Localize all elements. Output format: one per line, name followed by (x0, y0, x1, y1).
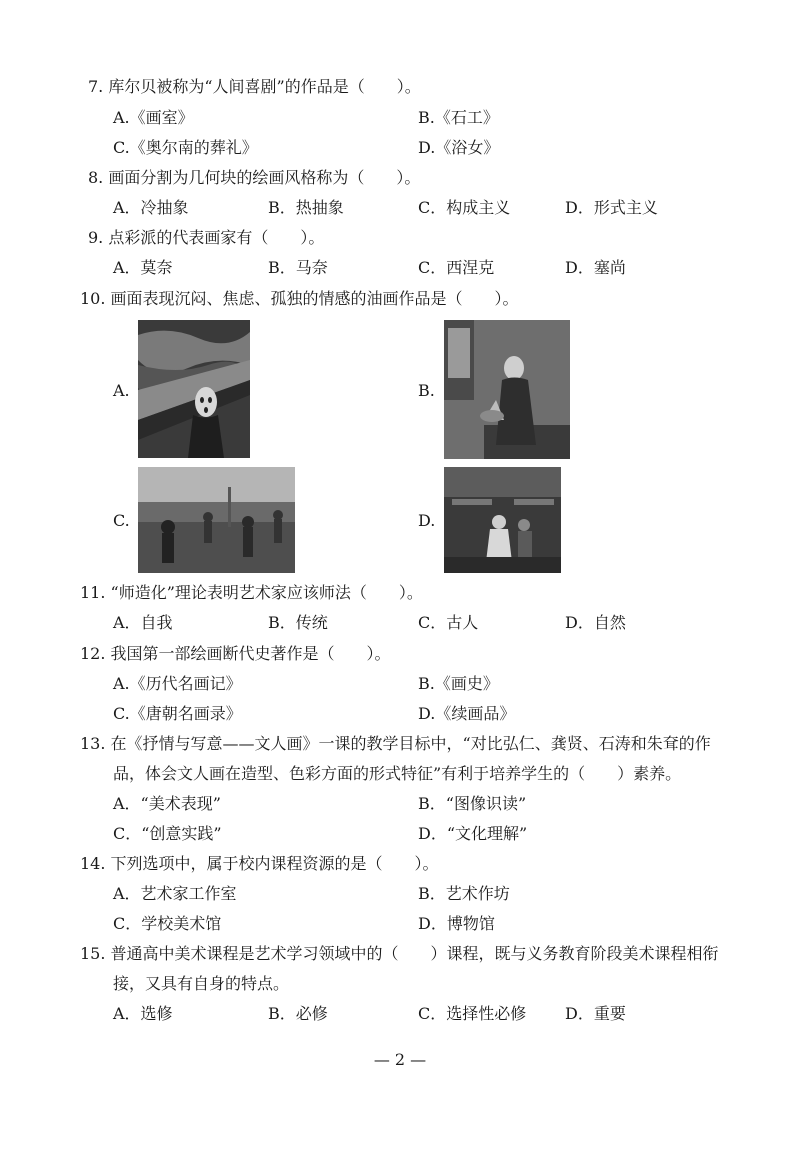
option-d: D.《续画品》 (418, 704, 516, 723)
option-b: B.《画史》 (418, 674, 499, 693)
question-8 (88, 167, 420, 189)
question-13 (80, 733, 711, 755)
option-b: B.《石工》 (418, 108, 499, 127)
question-text: 普通高中美术课程是艺术学习领域中的（ ）课程，既与义务教育阶段美术课程相衔 (110, 944, 719, 963)
question-text: 下列选项中，属于校内课程资源的是（ ）。 (110, 854, 439, 873)
page-number: — 2 — (373, 1050, 427, 1069)
option-d: D．重要 (565, 1004, 626, 1023)
question-text: 在《抒情与写意——文人画》一课的教学目标中，“对比弘仁、龚贤、石涛和朱耷的作 (110, 734, 711, 753)
option-c: C．构成主义 (418, 198, 511, 217)
option-b: B．传统 (268, 613, 328, 632)
option-a: A.《历代名画记》 (113, 674, 242, 693)
question-text: 画面表现沉闷、焦虑、孤独的情感的油画作品是（ ）。 (110, 289, 519, 308)
option-c: C．选择性必修 (418, 1004, 527, 1023)
question-number: 10. (80, 289, 106, 308)
question-number: 7. (88, 77, 104, 96)
painting-b-image (444, 320, 570, 459)
option-d-label: D. (418, 511, 436, 530)
option-b: B．艺术作坊 (418, 884, 510, 903)
question-text: 点彩派的代表画家有（ ）。 (108, 228, 325, 247)
option-b-label: B. (418, 381, 435, 400)
option-d: D.《浴女》 (418, 138, 500, 157)
option-d: D．“文化理解” (418, 824, 528, 843)
question-14 (80, 853, 439, 875)
option-a-label: A. (113, 381, 130, 400)
option-a: A．莫奈 (113, 258, 173, 277)
painting-c-image (138, 467, 295, 573)
option-b: B．热抽象 (268, 198, 344, 217)
question-number: 13. (80, 734, 106, 753)
option-a: A.《画室》 (113, 108, 194, 127)
option-d: D．自然 (565, 613, 626, 632)
question-9 (88, 227, 324, 249)
question-number: 9. (88, 228, 104, 247)
question-number: 14. (80, 854, 106, 873)
option-b: B．马奈 (268, 258, 328, 277)
question-15 (80, 943, 719, 965)
question-number: 15. (80, 944, 106, 963)
option-d: D．博物馆 (418, 914, 495, 933)
option-a: A．“美术表现” (113, 794, 221, 813)
question-text: 画面分割为几何块的绘画风格称为（ ）。 (108, 168, 421, 187)
painting-a-image (138, 320, 250, 458)
question-number: 8. (88, 168, 104, 187)
option-b: B．必修 (268, 1004, 328, 1023)
option-c-label: C. (113, 511, 130, 530)
question-text: “师造化”理论表明艺术家应该师法（ ）。 (110, 583, 423, 602)
option-a: A．选修 (113, 1004, 173, 1023)
question-number: 11. (80, 583, 106, 602)
question-text-continued: 品，体会文人画在造型、色彩方面的形式特征”有利于培养学生的（ ）素养。 (113, 764, 682, 783)
option-c: C．古人 (418, 613, 479, 632)
option-c: C．“创意实践” (113, 824, 222, 843)
question-text: 库尔贝被称为“人间喜剧”的作品是（ ）。 (108, 77, 421, 96)
question-10 (80, 288, 519, 310)
question-text: 我国第一部绘画断代史著作是（ ）。 (110, 644, 391, 663)
option-c: C．西涅克 (418, 258, 495, 277)
option-c: C.《唐朝名画录》 (113, 704, 242, 723)
option-a: A．艺术家工作室 (113, 884, 237, 903)
question-12 (80, 643, 391, 665)
option-d: D．形式主义 (565, 198, 658, 217)
option-b: B．“图像识读” (418, 794, 527, 813)
question-11 (80, 582, 423, 604)
option-a: A．自我 (113, 613, 173, 632)
option-c: C.《奥尔南的葬礼》 (113, 138, 258, 157)
option-d: D．塞尚 (565, 258, 626, 277)
question-text-continued: 接，又具有自身的特点。 (113, 974, 290, 993)
option-c: C．学校美术馆 (113, 914, 222, 933)
question-number: 12. (80, 644, 106, 663)
painting-d-image (444, 467, 561, 573)
question-7 (88, 76, 421, 98)
option-a: A．冷抽象 (113, 198, 189, 217)
